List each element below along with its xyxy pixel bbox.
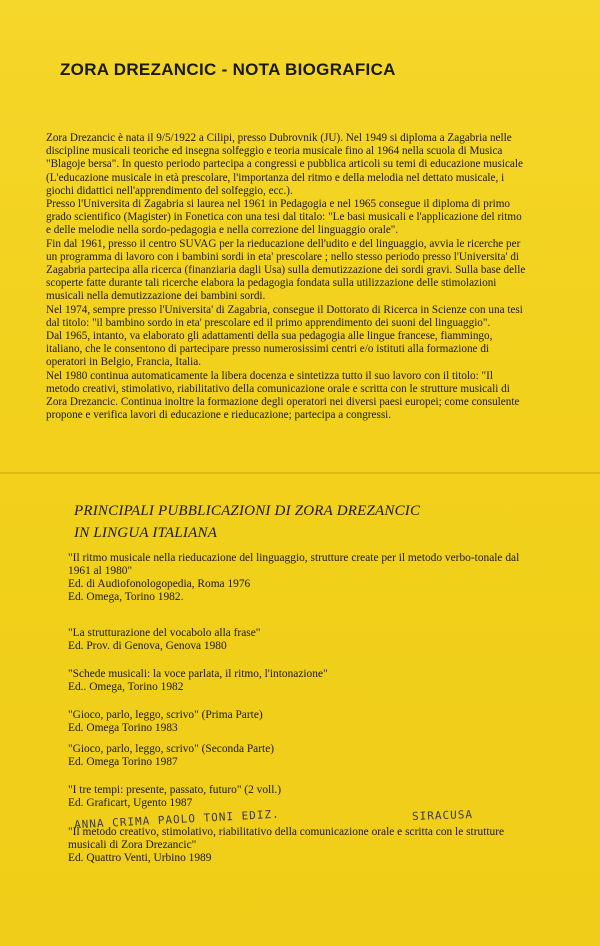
publication-entry — [68, 709, 538, 735]
publications-heading — [74, 500, 534, 544]
handwritten-note: ANNA CRIMA PAOLO TONI EDIZ. — [73, 807, 281, 832]
bio-paragraph: Presso l'Universita di Zagabria si laurea nel 1961 in Pedagogia e nel 1965 consegue il diploma di primo grado scientifico (Magister) in Fonetica con una tesi dal titalo: "Le basi musicali e l'applicazione del ritmo e delle melodie nella sordo-pedagogia e nella correzione del linguaggio orale". — [46, 198, 522, 237]
publication-edition: Ed. Graficart, Ugento 1987 — [68, 797, 193, 809]
publication-edition: Ed. Quattro Venti, Urbino 1989 — [68, 852, 212, 864]
publication-entry — [68, 784, 538, 810]
publication-entry — [68, 552, 538, 604]
page-title: ZORA DREZANCIC - NOTA BIOGRAFICA — [60, 60, 396, 79]
publication-title: "Il ritmo musicale nella rieducazione del linguaggio, strutture create per il metodo verbo-tonale dal 1961 al 1980" — [68, 552, 520, 577]
publication-entry — [68, 668, 538, 694]
paper-fold — [0, 472, 600, 474]
bio-paragraph: Dal 1965, intanto, va elaborato gli adattamenti della sua pedagogia alle lingue francese, fiammingo, italiano, che le consentono di partecipare presso numerosissimi centri e/o istituti alla formazione di operatori in Belgio, Francia, Italia. — [46, 330, 493, 369]
publication-edition: Ed. Omega Torino 1987 — [68, 756, 178, 768]
publication-edition: Ed. di Audiofonologopedia, Roma 1976 — [68, 578, 251, 590]
bio-paragraph: Zora Drezancic è nata il 9/5/1922 a Cilipi, presso Dubrovnik (JU). Nel 1949 si diploma a Zagabria nelle discipline musicali teoriche ed insegna solfeggio e teoria musicale fino al 1964 nella scuola di Musica "Blagoje bersa". In questo periodo partecipa a congressi e pubblica articoli su temi di educazione musicale (L'educazione musicale in età prescolare, l'importanza del ritmo e della melodia nel dettato musicale, i giochi didattici nell'apprendimento del solfeggio, ecc.). — [46, 132, 523, 197]
publication-edition: Ed.. Omega, Torino 1982 — [68, 681, 184, 693]
publications-heading-line: PRINCIPALI PUBBLICAZIONI DI ZORA DREZANCIC — [74, 503, 421, 519]
publication-edition: Ed. Prov. di Genova, Genova 1980 — [68, 640, 227, 652]
publication-entry — [68, 743, 538, 769]
publication-title: "I tre tempi: presente, passato, futuro" (2 voll.) — [68, 784, 282, 796]
bio-paragraph: Nel 1980 continua automaticamente la libera docenza e sintetizza tutto il suo lavoro con il titolo: "Il metodo creativi, stimolativo, riabilitativo della comunicazione orale e scritta con le strutture musicali di Zora Drezancic. Continua inoltre la formazione degli operatori nei diversi paesi europei; come consulente propone e verifica lavori di educazione e rieducazione; partecipa a congressi. — [46, 369, 520, 422]
publication-title: "Il metodo creativo, stimolativo, riabilitativo della comunicazione orale e scritta con le strutture musicali di Zora Drezancic" — [68, 826, 505, 851]
handwritten-note: SIRACUSA — [411, 807, 474, 824]
publication-entry — [68, 826, 538, 865]
bio-paragraph: Nel 1974, sempre presso l'Universita' di Zagabria, consegue il Dottorato di Ricerca in Scienze con una tesi dal titolo: "il bambino sordo in eta' prescolare ed il primo apprendimento dei suoni del linguaggio". — [46, 303, 523, 329]
bio-paragraph: Fin dal 1961, presso il centro SUVAG per la rieducazione dell'udito e del linguaggio, avvia le ricerche per un programma di lavoro con i bambini sordi in eta' prescolare ; nello stesso periodo presso l'Universita' di Zagabria partecipa alla ricerca (finanziaria dagli Usa) sulla demutizzazione dei sordi gravi. Sulla base delle scoperte fatte durante tali ricerche elabora la pedagogia fondata sulla utilizzazione delle stimolazioni musicali nella demutizzazione dei bambini sordi. — [46, 237, 526, 303]
publication-title: "Schede musicali: la voce parlata, il ritmo, l'intonazione" — [68, 668, 328, 680]
publication-edition: Ed. Omega, Torino 1982. — [68, 591, 184, 603]
publication-title: "Gioco, parlo, leggo, scrivo" (Prima Parte) — [68, 709, 263, 721]
publication-title: "Gioco, parlo, leggo, scrivo" (Seconda Parte) — [68, 743, 275, 755]
publication-entry — [68, 627, 538, 653]
publication-title: "La strutturazione del vocabolo alla frase" — [68, 627, 261, 639]
publications-heading-line: IN LINGUA ITALIANA — [74, 525, 218, 541]
publication-edition: Ed. Omega Torino 1983 — [68, 722, 178, 734]
biography-text — [46, 132, 528, 422]
